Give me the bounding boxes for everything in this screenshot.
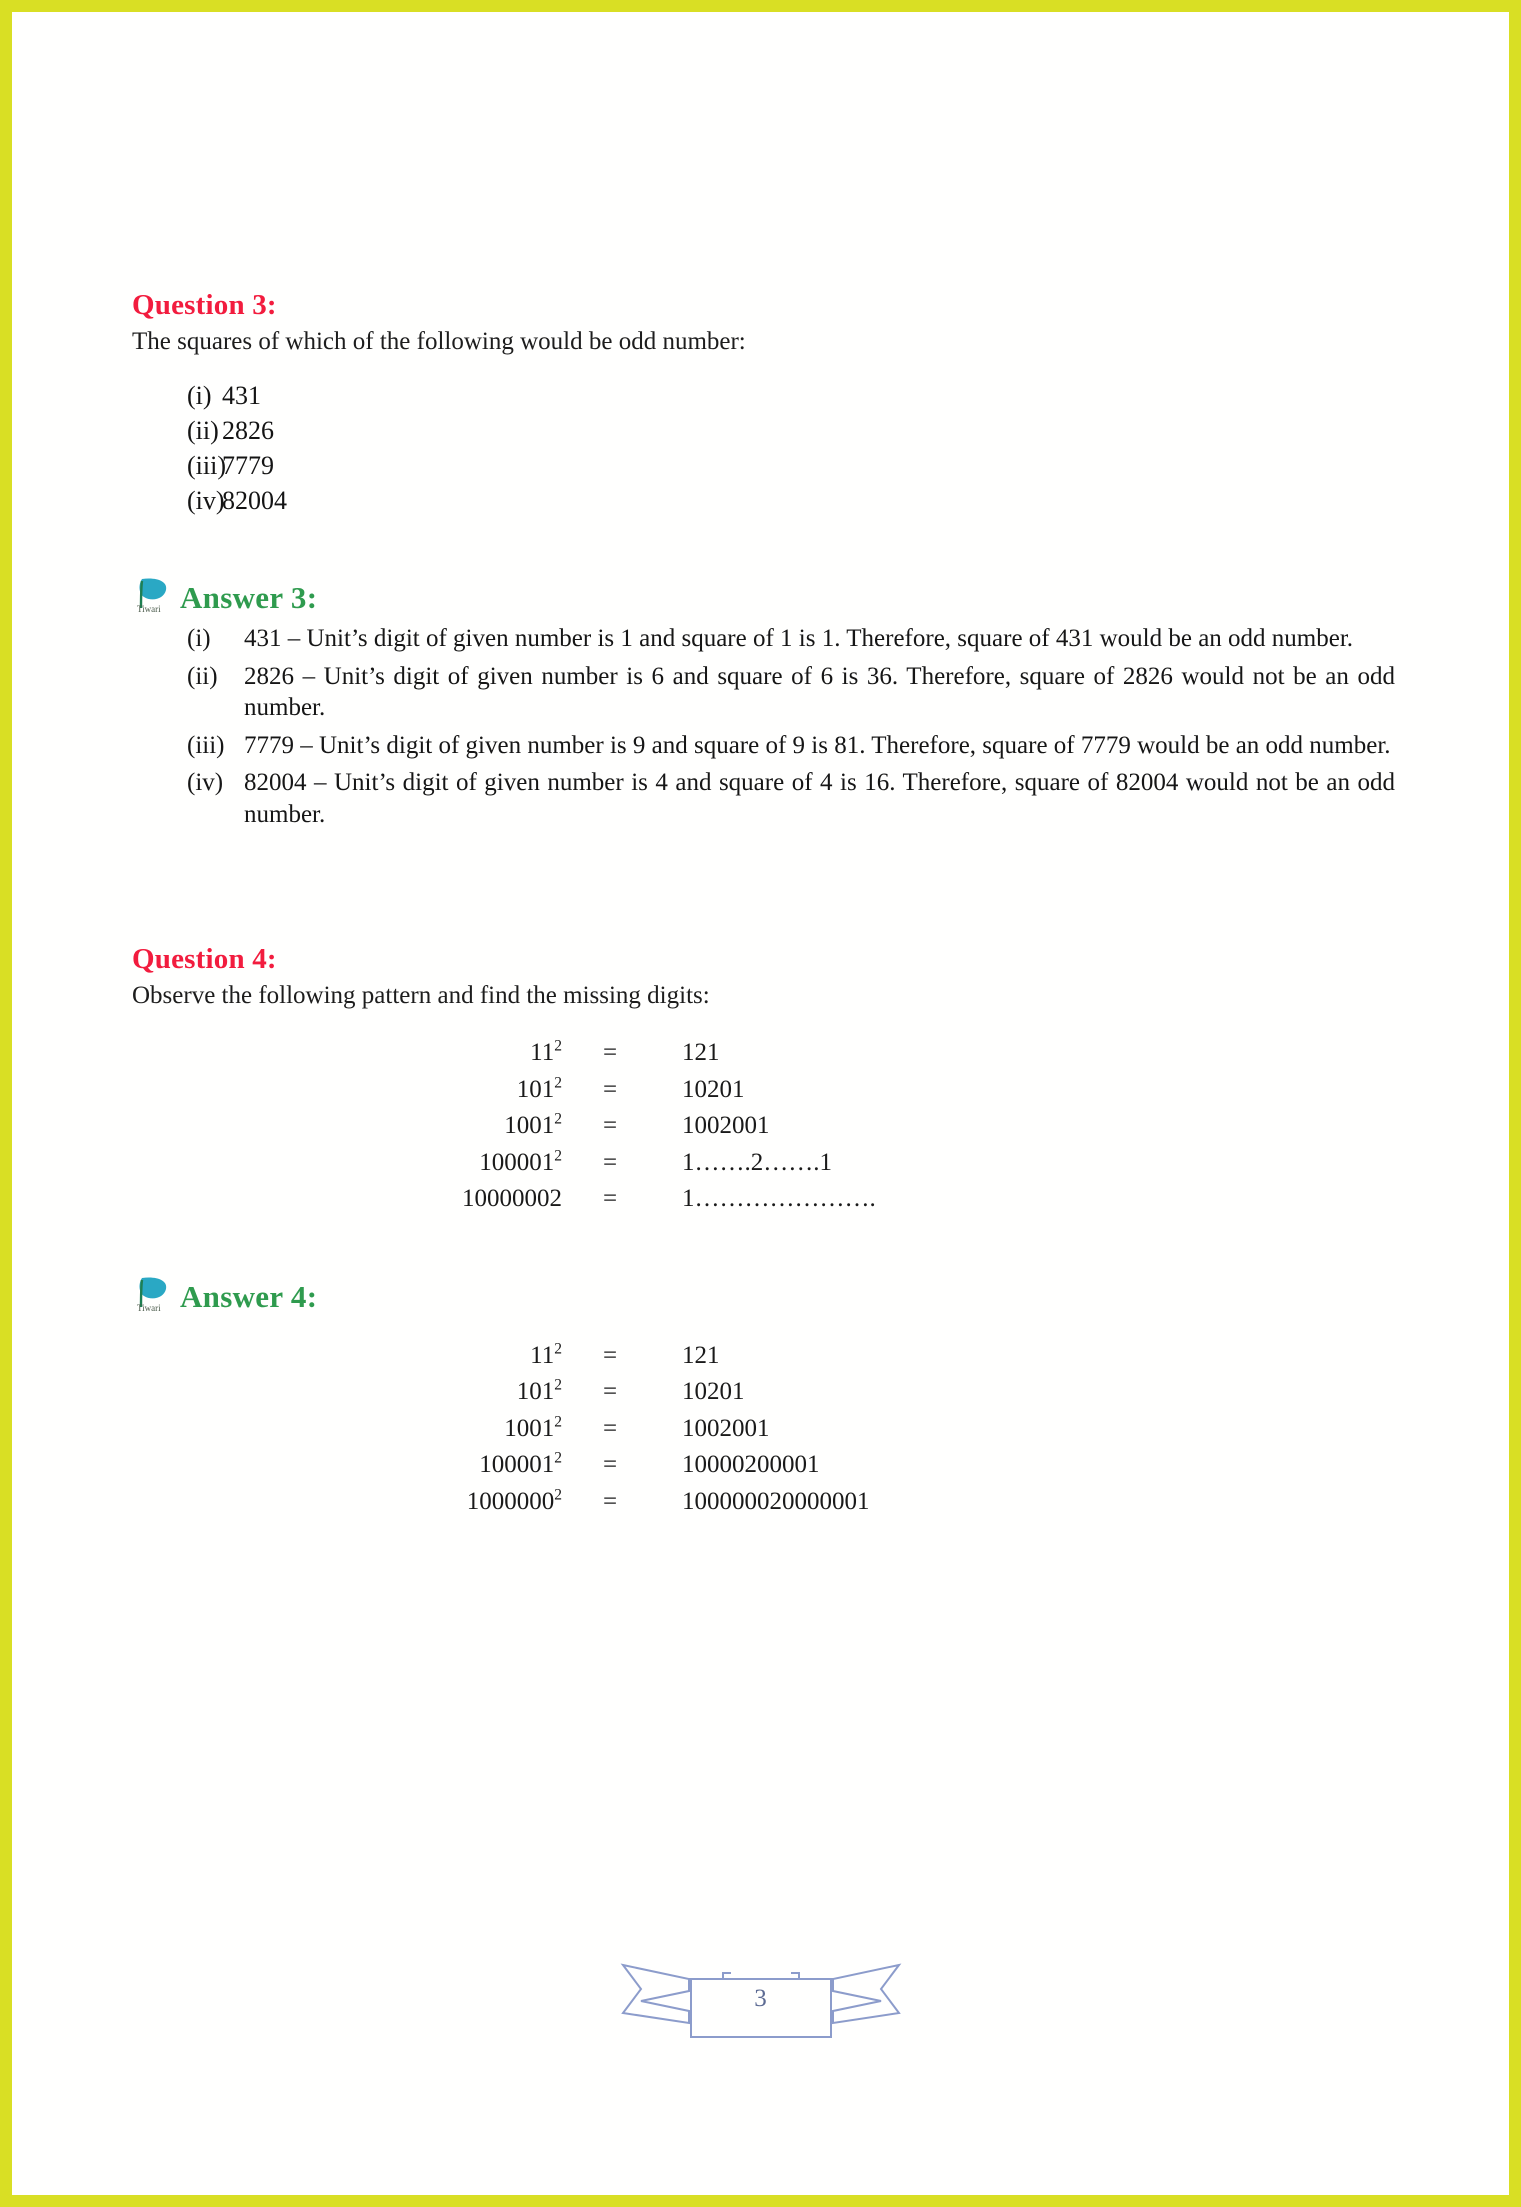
pattern-exponent: 2: [554, 1340, 562, 1358]
table-row: [132, 1411, 870, 1448]
pattern-equals: =: [602, 1414, 618, 1442]
list-item-roman: (iii): [187, 451, 226, 481]
list-item-value: 2826: [222, 416, 274, 446]
table-row: [132, 1072, 876, 1109]
table-row: [132, 1145, 876, 1182]
table-row: [132, 1484, 870, 1521]
list-item-value: 7779: [222, 451, 274, 481]
tiwari-leaf-logo-icon: [132, 575, 176, 615]
pattern-exponent: 2: [554, 1450, 562, 1468]
page-footer: [12, 1939, 1509, 2043]
answer-3-list: [132, 623, 1417, 830]
table-row: [132, 1035, 876, 1072]
answer-4-heading-row: [132, 1274, 1417, 1314]
svg-text:Tiwari: Tiwari: [137, 1302, 161, 1313]
question-4-block: [132, 944, 1417, 1218]
pattern-equals: =: [602, 1487, 618, 1515]
page-number: 3: [754, 1985, 767, 2012]
table-row: [132, 1338, 870, 1375]
pattern-equals: =: [602, 1378, 618, 1406]
pattern-base: 100001: [479, 1451, 555, 1479]
table-row: [132, 1108, 876, 1145]
pattern-exponent: 2: [554, 1413, 562, 1431]
list-item-text: 7779 – Unit’s digit of given number is 9 and square of 9 is 81. Therefore, square of 7779 would be an odd number.: [244, 731, 1391, 759]
svg-text:Tiwari: Tiwari: [137, 604, 161, 615]
pattern-equals: =: [602, 1075, 618, 1103]
pattern-base: 1000000: [462, 1185, 550, 1213]
list-item-roman: (ii): [187, 416, 219, 446]
pattern-base-cell: [132, 1447, 562, 1484]
pattern-exponent: 2: [549, 1185, 562, 1213]
table-row: [132, 1181, 876, 1218]
pattern-result: 10201: [682, 1075, 745, 1103]
pattern-result: 121: [682, 1341, 720, 1369]
answer-4-pattern-table: [132, 1338, 870, 1521]
spacer: [132, 519, 1417, 575]
pattern-result: 10201: [682, 1378, 745, 1406]
pattern-base: 101: [516, 1378, 555, 1406]
answer-3-block: [132, 575, 1417, 830]
pattern-base-cell: [132, 1035, 562, 1072]
question-4-heading: Question 4:: [132, 943, 277, 976]
pattern-base-cell: [132, 1484, 562, 1521]
pattern-result: 121: [682, 1039, 720, 1067]
question-3-list: [132, 379, 1417, 517]
table-row: [132, 1447, 870, 1484]
pattern-base-cell: [132, 1181, 562, 1218]
question-3-heading: Question 3:: [132, 289, 277, 321]
list-item-value: 431: [222, 381, 261, 411]
pattern-result: 1002001: [682, 1414, 770, 1442]
pattern-exponent: 2: [554, 1074, 562, 1092]
list-item-roman: (iv): [187, 486, 225, 516]
pattern-equals: =: [602, 1185, 618, 1213]
list-item-text: 2826 – Unit’s digit of given number is 6 and square of 6 is 36. Therefore, square of 2826 would not be an odd number.: [244, 662, 1395, 722]
question-3-block: [132, 290, 1417, 517]
spacer: [132, 1218, 1417, 1274]
tiwari-leaf-logo-icon: [132, 1274, 176, 1314]
answer-3-heading: Answer 3:: [180, 580, 318, 616]
question-3-prompt: The squares of which of the following would be odd number:: [132, 327, 746, 355]
list-item: [132, 379, 1417, 412]
list-item: [132, 449, 1417, 482]
pattern-base: 11: [530, 1341, 555, 1369]
pattern-exponent: 2: [554, 1147, 562, 1165]
pattern-exponent: 2: [554, 1111, 562, 1129]
list-item: [132, 623, 1417, 655]
answer-4-block: [132, 1274, 1417, 1521]
pattern-equals: =: [602, 1112, 618, 1140]
pattern-exponent: 2: [554, 1377, 562, 1395]
pattern-equals: =: [602, 1148, 618, 1176]
list-item: [132, 730, 1417, 762]
pattern-base: 11: [530, 1039, 555, 1067]
list-item: [132, 661, 1417, 724]
list-item-roman: (iii): [187, 731, 225, 759]
table-row: [132, 1374, 870, 1411]
list-item-value: 82004: [222, 486, 287, 516]
list-item: [132, 484, 1417, 517]
page-content: [132, 290, 1417, 1520]
question-4-prompt: Observe the following pattern and find the missing digits:: [132, 982, 710, 1010]
pattern-base-cell: [132, 1145, 562, 1182]
pattern-base-cell: [132, 1072, 562, 1109]
ribbon-banner-icon: [611, 1939, 911, 2043]
pattern-base: 1001: [504, 1414, 555, 1442]
list-item-roman: (i): [187, 625, 211, 653]
pattern-result: 100000020000001: [682, 1487, 870, 1515]
page-inner: [12, 12, 1509, 2195]
pattern-result: 1………………….: [682, 1185, 876, 1213]
list-item-roman: (i): [187, 381, 212, 411]
pattern-exponent: 2: [554, 1038, 562, 1056]
answer-4-heading: Answer 4:: [180, 1278, 318, 1314]
pattern-result: 1002001: [682, 1112, 770, 1140]
list-item: [132, 414, 1417, 447]
list-item-roman: (iv): [187, 769, 224, 797]
pattern-result: 10000200001: [682, 1451, 820, 1479]
spacer: [132, 836, 1417, 944]
pattern-base: 100001: [479, 1148, 555, 1176]
pattern-exponent: 2: [554, 1486, 562, 1504]
pattern-base-cell: [132, 1374, 562, 1411]
pattern-equals: =: [602, 1341, 618, 1369]
list-item-text: 82004 – Unit’s digit of given number is 4 and square of 4 is 16. Therefore, square of 82004 would not be an odd number.: [244, 769, 1395, 828]
pattern-equals: =: [602, 1451, 618, 1479]
pattern-base-cell: [132, 1338, 562, 1375]
list-item: [132, 767, 1417, 830]
pattern-base-cell: [132, 1411, 562, 1448]
list-item-roman: (ii): [187, 662, 218, 690]
pattern-result: 1…….2…….1: [682, 1148, 832, 1176]
question-4-pattern-table: [132, 1035, 876, 1218]
pattern-base: 1001: [504, 1112, 555, 1140]
pattern-equals: =: [602, 1039, 618, 1067]
list-item-text: 431 – Unit’s digit of given number is 1 and square of 1 is 1. Therefore, square of 431 would be an odd number.: [244, 625, 1354, 653]
answer-3-heading-row: [132, 575, 1417, 615]
pattern-base-cell: [132, 1108, 562, 1145]
pattern-base: 1000000: [466, 1487, 555, 1515]
pattern-base: 101: [516, 1075, 555, 1103]
